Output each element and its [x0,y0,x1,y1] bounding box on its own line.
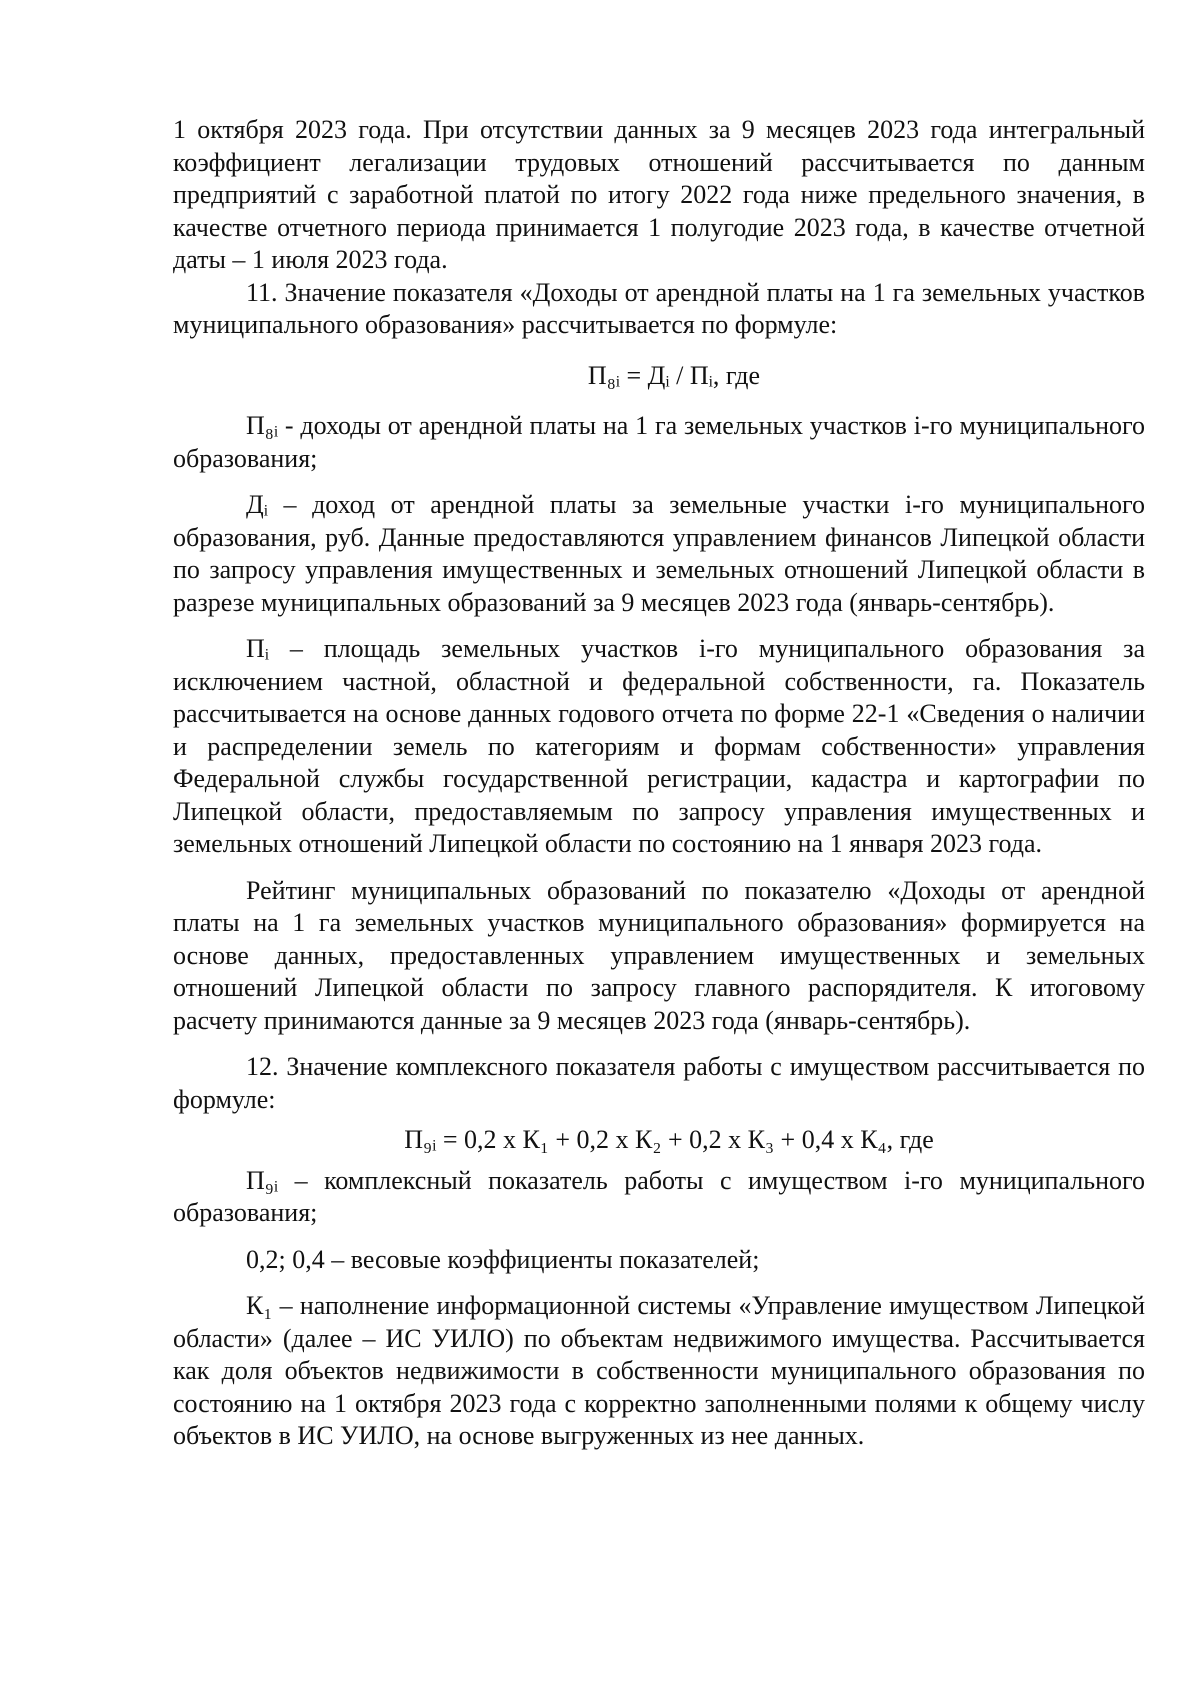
definition-p: Пᵢ – площадь земельных участков i-го муниципального образования за исключением частной, областной и федеральной собственности, га. Показатель рассчитывается на основе данных годового отчета по форме 22-1 «Сведения о наличии и распределении земель по категориям и формам собственности» управления Федеральной службы государственной регистрации, кадастра и картографии по Липецкой области, предоставляемым по запросу управления имущественных и земельных отношений Липецкой области по состоянию на 1 января 2023 года. [173,634,1145,858]
definition-d: Дᵢ – доход от арендной платы за земельные участки i-го муниципального образования, руб. Данные предоставляются управлением финансов Липецкой области по запросу управления имущественных и земельных отношений Липецкой области в разрезе муниципальных образований за 9 месяцев 2023 года (январь-сентябрь). [173,490,1145,617]
weights-note: 0,2; 0,4 – весовые коэффициенты показателей; [246,1244,760,1274]
paragraph-item-11: 11. Значение показателя «Доходы от арендной платы на 1 га земельных участков муниципального образования» рассчитывается по формуле: [173,277,1145,339]
definition-p9: П₉ᵢ – комплексный показатель работы с имуществом i-го муниципального образования; [173,1165,1145,1227]
definition-k1: К₁ – наполнение информационной системы «Управление имуществом Липецкой области» (далее – ИС УИЛО) по объектам недвижимого имущества. Рассчитывается как доля объектов недвижимости в собственности муниципального образования по состоянию на 1 октября 2023 года с корректно заполненными полями к общему числу объектов в ИС УИЛО, на основе выгруженных из нее данных. [173,1291,1145,1450]
formula-p9: П₉ᵢ = 0,2 x К₁ + 0,2 x К₂ + 0,2 x К₃ + 0,4 x К₄, где [404,1125,934,1154]
formula-p8: П₈ᵢ = Дᵢ / Пᵢ, где [587,360,761,390]
paragraph-item-12: 12. Значение комплексного показателя работы с имуществом рассчитывается по формуле: [173,1052,1145,1114]
paragraph-continuation: 1 октября 2023 года. При отсутствии данных за 9 месяцев 2023 года интегральный коэффициент легализации трудовых отношений рассчитывается по данным предприятий с заработной платой по итогу 2022 года ниже предельного значения, в качестве отчетного периода принимается 1 полугодие 2023 года, в качестве отчетной даты – 1 июля 2023 года. [173,115,1145,274]
definition-p8: П₈ᵢ - доходы от арендной платы на 1 га земельных участков i-го муниципального образования; [173,411,1145,473]
document-page [173,114,1145,1453]
paragraph-rating: Рейтинг муниципальных образований по показателю «Доходы от арендной платы на 1 га земельных участков муниципального образования» формируется на основе данных, предоставленных управлением имущественных и земельных отношений Липецкой области по запросу главного распорядителя. К итоговому расчету принимаются данные за 9 месяцев 2023 года (январь-сентябрь). [173,875,1145,1035]
